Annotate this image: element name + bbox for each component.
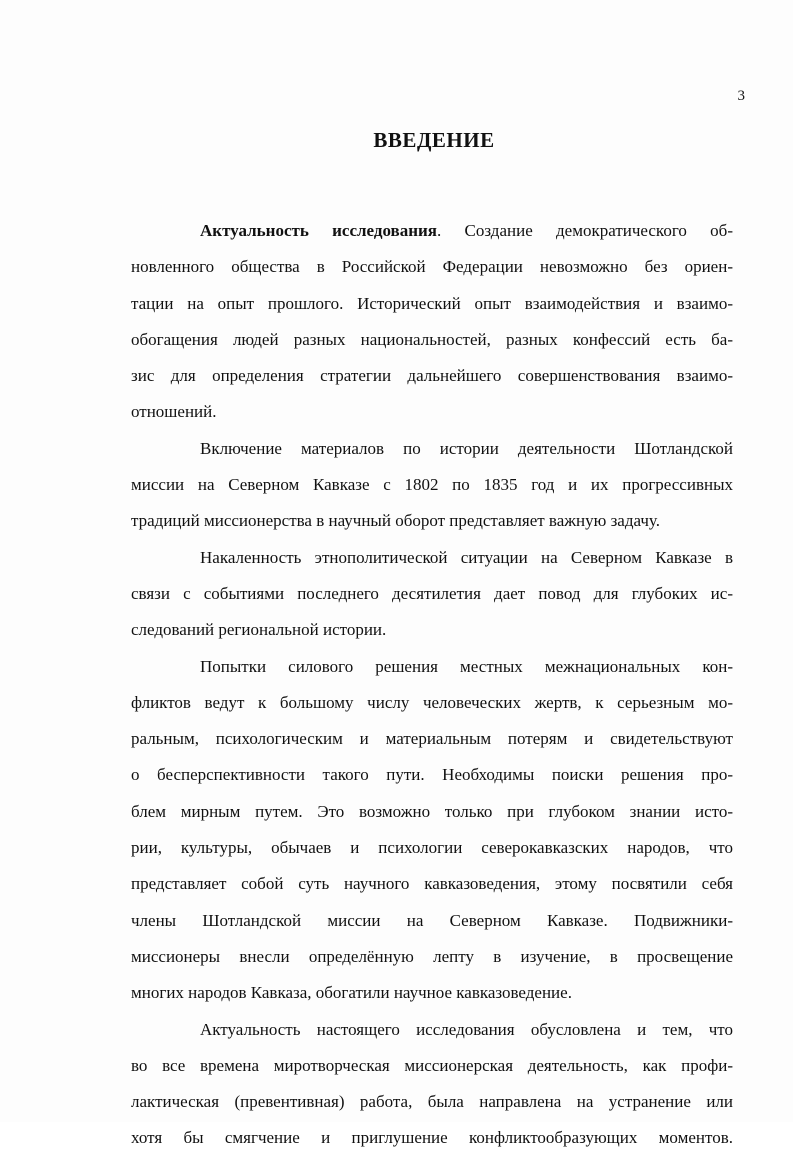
text-line: миссионеры внесли определённую лепту в изучение, в просвещение — [131, 946, 733, 966]
section-title: ВВЕДЕНИЕ — [373, 128, 495, 152]
text-line: блем мирным путем. Это возможно только при глубоком знании исто- — [131, 801, 733, 821]
text-line: миссии на Северном Кавказе с 1802 по 1835 год и их прогрессивных — [131, 475, 733, 495]
text-line: многих народов Кавказа, обогатили научное кавказоведение. — [131, 983, 572, 1003]
text-line: фликтов ведут к большому числу человеческих жертв, к серьезным мо- — [131, 692, 733, 712]
lead-phrase: Актуальность исследования — [200, 221, 438, 240]
text-line: отношений. — [131, 402, 217, 422]
text-line: Актуальность настоящего исследования обусловлена и тем, что — [200, 1019, 733, 1039]
text-line: Актуальность исследования. Создание демократического об- — [200, 221, 733, 240]
text-line: традиций миссионерства в научный оборот представляет важную задачу. — [131, 511, 660, 531]
text-line: о бесперспективности такого пути. Необходимы поиски решения про- — [131, 765, 733, 785]
text-line: обогащения людей разных национальностей, разных конфессий есть ба- — [131, 329, 733, 349]
text-line: новленного общества в Российской Федерации невозможно без ориен- — [131, 257, 733, 277]
body-text — [131, 213, 733, 1157]
text-line: хотя бы смягчение и приглушение конфликтообразующих моментов. — [131, 1128, 733, 1148]
text-line: рии, культуры, обычаев и психологии северокавказских народов, что — [131, 838, 733, 858]
text-line: во все времена миротворческая миссионерская деятельность, как профи- — [131, 1055, 733, 1075]
text-line: следований региональной истории. — [131, 620, 387, 640]
text-line: члены Шотландской миссии на Северном Кавказе. Подвижники- — [131, 910, 733, 930]
text-line: Накаленность этнополитической ситуации на Северном Кавказе в — [200, 547, 733, 567]
text-line: представляет собой суть научного кавказоведения, этому посвятили себя — [131, 874, 733, 894]
text-line: тации на опыт прошлого. Исторический опыт взаимодействия и взаимо- — [131, 293, 733, 313]
text-line: ральным, психологическим и материальным потерям и свидетельствуют — [131, 729, 733, 749]
text-line: Включение материалов по истории деятельности Шотландской — [200, 438, 733, 458]
text-line: связи с событиями последнего десятилетия дает повод для глубоких ис- — [131, 583, 733, 603]
page-number: 3 — [737, 88, 745, 104]
text-line: зис для определения стратегии дальнейшего совершенствования взаимо- — [131, 366, 733, 386]
text-line: Попытки силового решения местных межнациональных кон- — [200, 656, 733, 676]
text-line: лактическая (превентивная) работа, была направлена на устранение или — [131, 1092, 733, 1112]
